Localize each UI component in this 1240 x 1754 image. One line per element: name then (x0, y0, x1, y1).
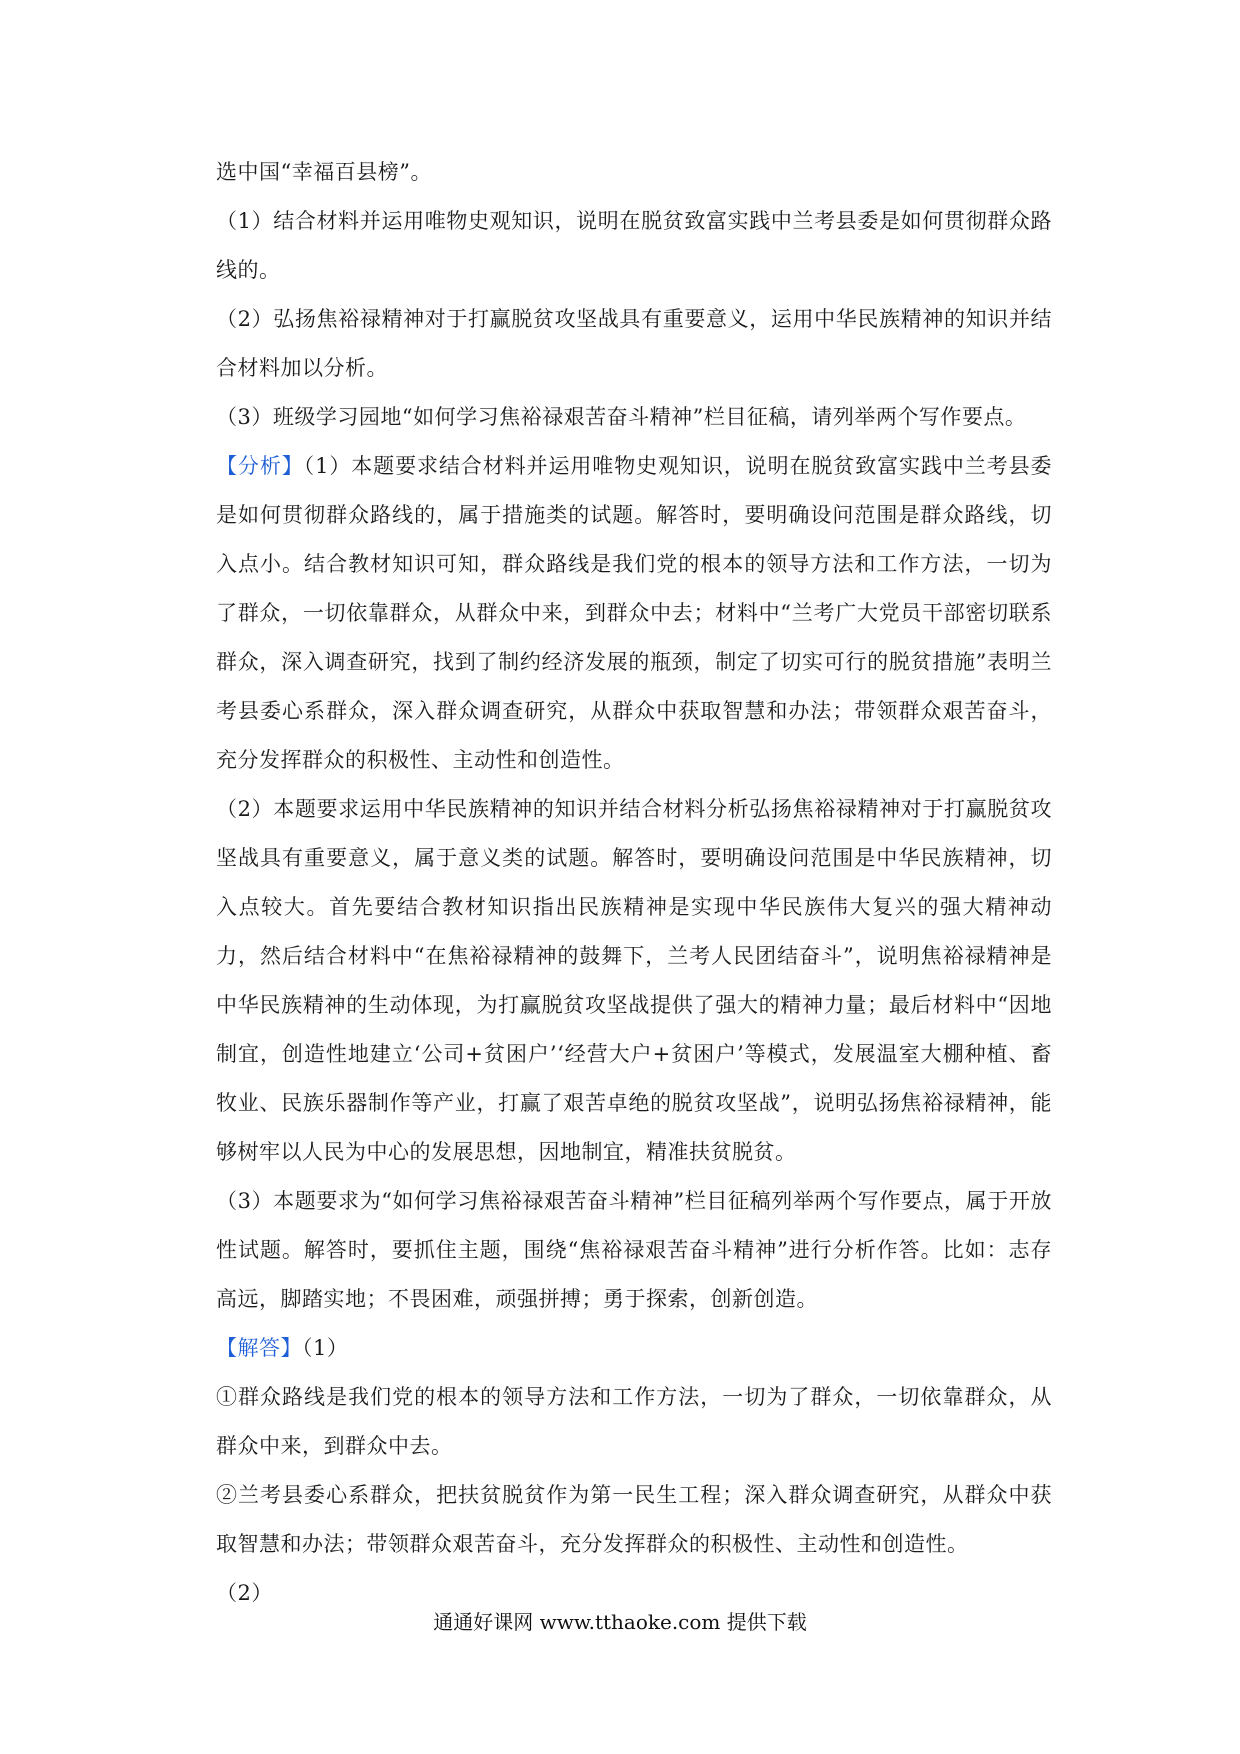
analysis-part-3: （3）本题要求为“如何学习焦裕禄艰苦奋斗精神”栏目征稿列举两个写作要点，属于开放性试题。解答时，要抓住主题，围绕“焦裕禄艰苦奋斗精神”进行分析作答。比如：志存高远，脚踏实地；不畏困难，顽强拼搏；勇于探索，创新创造。 (216, 1189, 1052, 1311)
analysis-part-1 (216, 442, 1052, 785)
question-1: （1）结合材料并运用唯物史观知识，说明在脱贫致富实践中兰考县委是如何贯彻群众路线的。 (216, 209, 1052, 282)
page-content (216, 148, 1052, 1618)
analysis-tag: 【分析】 (216, 454, 304, 478)
answer-heading (216, 1324, 1052, 1373)
answer-part-1-head: （1） (302, 1336, 349, 1360)
question-2: （2）弘扬焦裕禄精神对于打赢脱贫攻坚战具有重要意义，运用中华民族精神的知识并结合材料加以分析。 (216, 307, 1052, 380)
analysis-part-1-text: （1）本题要求结合材料并运用唯物史观知识，说明在脱贫致富实践中兰考县委是如何贯彻群众路线的，属于措施类的试题。解答时，要明确设问范围是群众路线，切入点小。结合教材知识可知，群众路线是我们党的根本的领导方法和工作方法，一切为了群众，一切依靠群众，从群众中来，到群众中去；材料中“兰考广大党员干部密切联系群众，深入调查研究，找到了制约经济发展的瓶颈，制定了切实可行的脱贫措施”表明兰考县委心系群众，深入群众调查研究，从群众中获取智慧和办法；带领群众艰苦奋斗，充分发挥群众的积极性、主动性和创造性。 (216, 454, 1053, 772)
intro-text: 选中国“幸福百县榜”。 (216, 160, 432, 184)
answer-tag: 【解答】 (216, 1336, 302, 1360)
analysis-part-2: （2）本题要求运用中华民族精神的知识并结合材料分析弘扬焦裕禄精神对于打赢脱贫攻坚战具有重要意义，属于意义类的试题。解答时，要明确设问范围是中华民族精神，切入点较大。首先要结合教材知识指出民族精神是实现中华民族伟大复兴的强大精神动力，然后结合材料中“在焦裕禄精神的鼓舞下，兰考人民团结奋斗”，说明焦裕禄精神是中华民族精神的生动体现，为打赢脱贫攻坚战提供了强大的精神力量；最后材料中“因地制宜，创造性地建立‘公司+贫困户’‘经营大户+贫困户’等模式，发展温室大棚种植、畜牧业、民族乐器制作等产业，打赢了艰苦卓绝的脱贫攻坚战”，说明弘扬焦裕禄精神，能够树牢以人民为中心的发展思想，因地制宜，精准扶贫脱贫。 (216, 797, 1052, 1164)
question-3: （3）班级学习园地“如何学习焦裕禄艰苦奋斗精神”栏目征稿，请列举两个写作要点。 (216, 405, 1027, 429)
page-footer: 通通好课网 www.tthaoke.com 提供下载 (433, 1610, 807, 1634)
answer-part-2-head: （2） (216, 1581, 273, 1605)
answer-item-2: ②兰考县委心系群众，把扶贫脱贫作为第一民生工程；深入群众调查研究，从群众中获取智慧和办法；带领群众艰苦奋斗，充分发挥群众的积极性、主动性和创造性。 (216, 1483, 1052, 1556)
answer-item-1: ①群众路线是我们党的根本的领导方法和工作方法，一切为了群众，一切依靠群众，从群众中来，到群众中去。 (216, 1385, 1052, 1458)
